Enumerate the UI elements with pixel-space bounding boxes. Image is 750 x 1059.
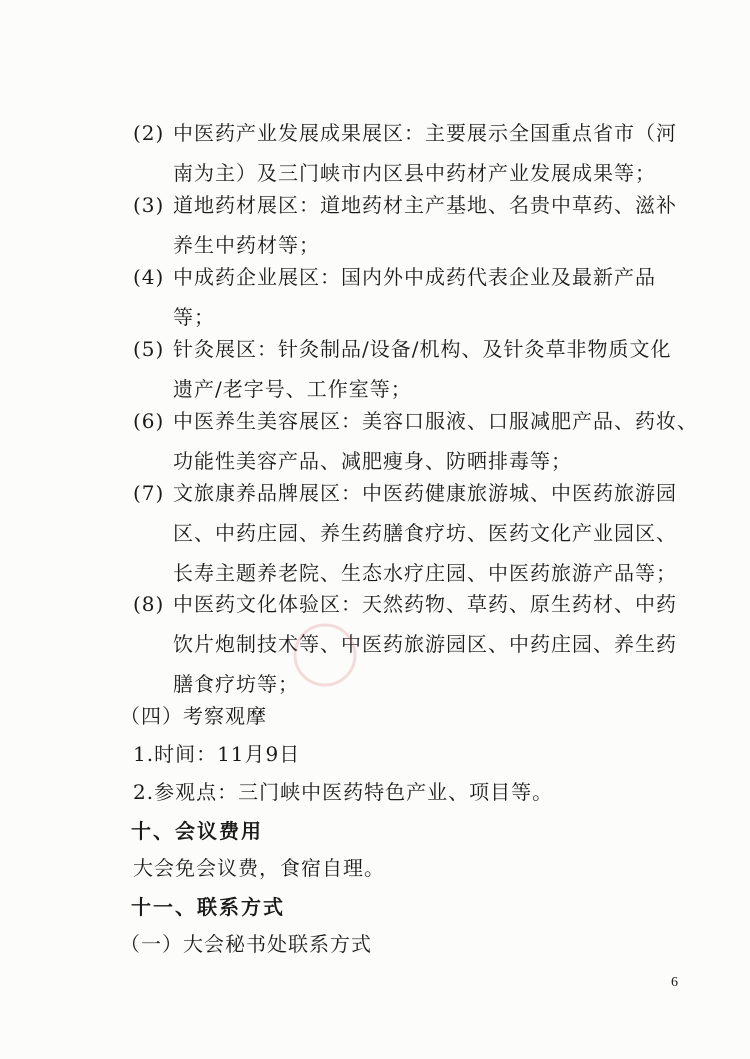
visit-locations: 2.参观点：三门峡中医药特色产业、项目等。: [133, 780, 554, 804]
item-line: 文旅康养品牌展区：中医药健康旅游城、中医药旅游园: [173, 481, 677, 505]
item-4: [133, 257, 693, 337]
item-line: 饮片炮制技术等、中医药旅游园区、中药庄园、养生药: [173, 632, 677, 656]
item-line: 遗产/老字号、工作室等；: [173, 377, 412, 401]
item-8: [133, 584, 693, 704]
item-5: [133, 329, 693, 409]
item-line: 功能性美容产品、减肥瘦身、防晒排毒等；: [173, 449, 572, 473]
item-line: 南为主）及三门峡市内区县中药材产业发展成果等；: [173, 161, 656, 185]
item-number: (2): [133, 121, 165, 145]
item-number: (7): [133, 481, 165, 505]
item-line: 中医药产业发展成果展区：主要展示全国重点省市（河: [173, 121, 677, 145]
section-11-title: 十一、联系方式: [131, 895, 285, 919]
item-line: 中成药企业展区：国内外中成药代表企业及最新产品: [173, 265, 656, 289]
item-line: 针灸展区：针灸制品/设备/机构、及针灸草非物质文化: [173, 337, 672, 361]
item-number: (6): [133, 409, 165, 433]
item-line: 中医药文化体验区：天然药物、草药、原生药材、中药: [173, 592, 677, 616]
item-line: 养生中药材等；: [173, 233, 320, 257]
item-line: 中医养生美容展区：美容口服液、口服减肥产品、药妆、: [173, 409, 698, 433]
page-number: 6: [671, 975, 678, 990]
visit-time: 1.时间：11月9日: [133, 742, 301, 766]
item-number: (8): [133, 592, 165, 616]
section-10-text: 大会免会议费，食宿自理。: [133, 856, 385, 880]
item-2: [133, 113, 693, 193]
item-number: (4): [133, 265, 165, 289]
section-10-title: 十、会议费用: [131, 819, 263, 843]
faint-stamp-mark: [290, 620, 360, 690]
section-4-title: （四）考察观摩: [120, 704, 267, 728]
item-line: 膳食疗坊等；: [173, 672, 299, 696]
item-6: [133, 401, 698, 481]
item-7: [133, 473, 693, 593]
item-line: 长寿主题养老院、生态水疗庄园、中医药旅游产品等；: [173, 561, 677, 585]
item-number: (5): [133, 337, 165, 361]
item-line: 等；: [173, 305, 215, 329]
item-line: 区、中药庄园、养生药膳食疗坊、医药文化产业园区、: [173, 521, 677, 545]
section-11-subtitle: （一）大会秘书处联系方式: [120, 932, 372, 956]
item-number: (3): [133, 193, 165, 217]
item-3: [133, 185, 693, 265]
item-line: 道地药材展区：道地药材主产基地、名贵中草药、滋补: [173, 193, 677, 217]
